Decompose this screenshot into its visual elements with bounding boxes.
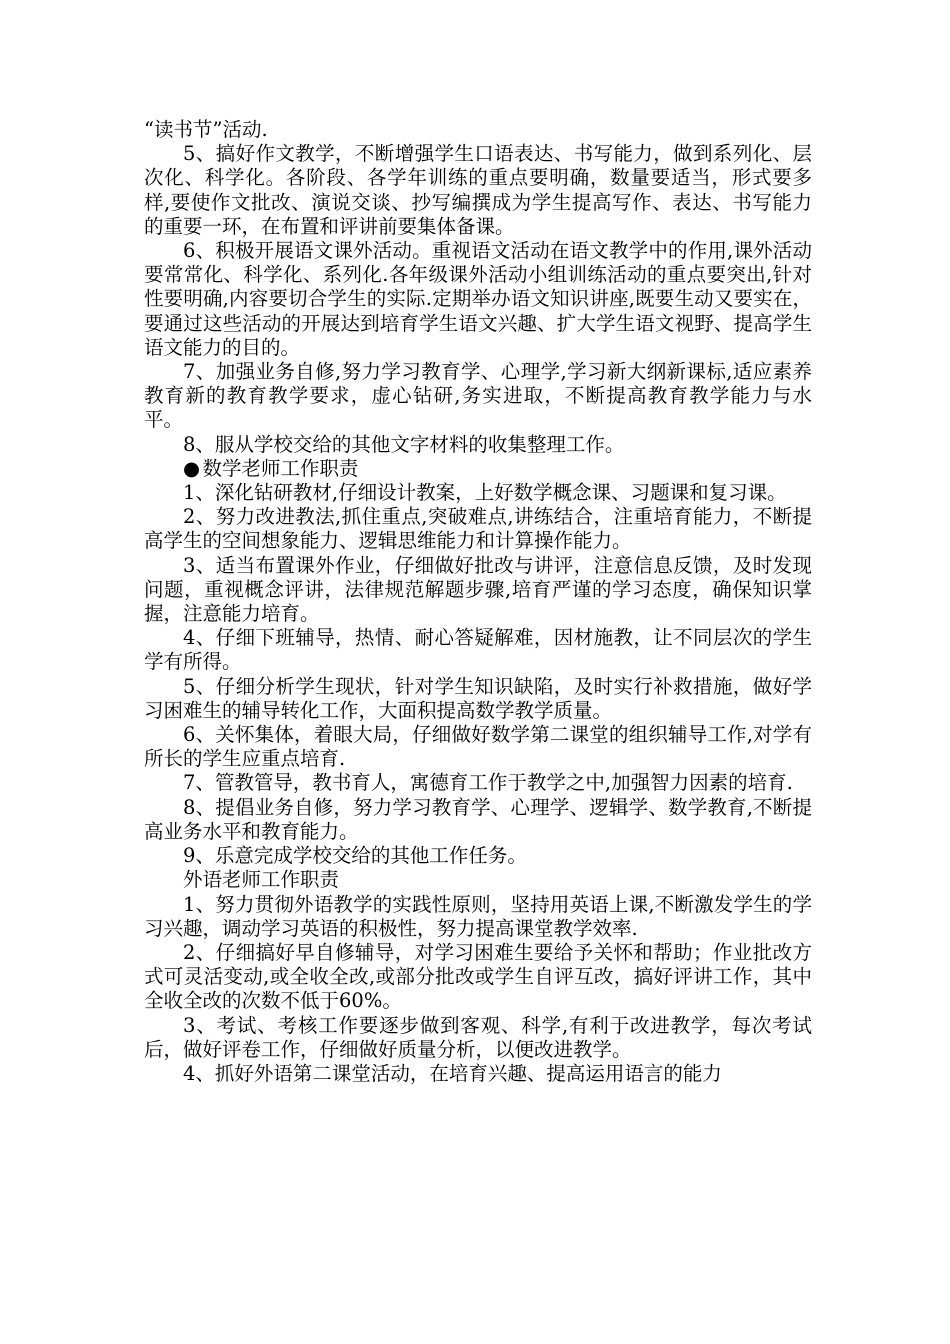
math-duty-item: 6、关怀集体，着眼大局，仔细做好数学第二课堂的组织辅导工作,对学有所长的学生应重点培育. [144,723,812,771]
math-duty-item: 8、提倡业务自修，努力学习教育学、心理学、逻辑学、数学教育,不断提高业务水平和教育能力。 [144,795,812,843]
paragraph-reading-festival: “读书节”活动. [144,118,268,141]
paragraph-extracurricular-activities: 6、积极开展语文课外活动。重视语文活动在语文教学中的作用,课外活动要常常化、科学化、系列化.各年级课外活动小组训练活动的重点要突出,针对性要明确,内容要切合学生的实际.定期举办语文知识讲座,既要生动又要实在，要通过这些活动的开展达到培育学生语文兴趣、扩大学生语文视野、提高学生语文能力的目的。 [144,239,812,359]
math-duty-item: 4、仔细下班辅导，热情、耐心答疑解难，因材施教，让不同层次的学生学有所得。 [144,626,812,674]
paragraph-materials-collection: 8、服从学校交给的其他文字材料的收集整理工作。 [183,432,625,456]
foreign-duty-item: 1、努力贯彻外语教学的实践性原则，坚持用英语上课,不断激发学生的学习兴趣，调动学习英语的积极性，努力提高课堂教学效率. [144,892,812,940]
foreign-duty-item: 3、考试、考核工作要逐步做到客观、科学,有利于改进教学，每次考试后，做好评卷工作，仔细做好质量分析，以便改进教学。 [144,1013,812,1061]
foreign-duty-item: 4、抓好外语第二课堂活动，在培育兴趣、提高运用语言的能力 [183,1061,722,1085]
math-heading-text: 数学老师工作职责 [202,456,359,480]
paragraph-self-study: 7、加强业务自修,努力学习教育学、心理学,学习新大纲新课标,适应素养教育新的教育教学要求，虚心钻研,务实进取，不断提高教育教学能力与水平。 [144,360,812,432]
math-duty-item: 5、仔细分析学生现状，针对学生知识缺陷，及时实行补救措施，做好学习困难生的辅导转化工作，大面积提高数学教学质量。 [144,674,812,722]
paragraph-composition-teaching: 5、搞好作文教学，不断增强学生口语表达、书写能力，做到系列化、层次化、科学化。各阶段、各学年训练的重点要明确，数量要适当，形式要多样,要使作文批改、演说交谈、抄写编撰成为学生提高写作、表达、书写能力的重要一环，在布置和评讲前要集体备课。 [144,142,812,238]
bullet-icon: ● [183,456,201,480]
foreign-duty-item: 2、仔细搞好早自修辅导，对学习困难生要给予关怀和帮助；作业批改方式可灵活变动,或全收全改,或部分批改或学生自评互改，搞好评讲工作，其中全收全改的次数不低于60%。 [144,940,812,1013]
math-section-heading [144,457,812,481]
math-duty-item: 7、管教管导，教书育人，寓德育工作于教学之中,加强智力因素的培育. [183,771,793,795]
math-duty-item: 9、乐意完成学校交给的其他工作任务。 [183,844,527,868]
math-duty-item: 1、深化钻研教材,仔细设计教案，上好数学概念课、习题课和复习课。 [183,481,787,505]
foreign-language-section-heading: 外语老师工作职责 [183,868,340,892]
math-duty-item: 3、适当布置课外作业，仔细做好批改与讲评，注意信息反馈，及时发现问题，重视概念评讲，法律规范解题步骤,培育严谨的学习态度，确保知识掌握，注意能力培育。 [144,553,812,626]
document-body [144,118,812,1086]
math-duty-item: 2、努力改进教法,抓住重点,突破难点,讲练结合，注重培育能力，不断提高学生的空间想象能力、逻辑思维能力和计算操作能力。 [144,505,812,553]
